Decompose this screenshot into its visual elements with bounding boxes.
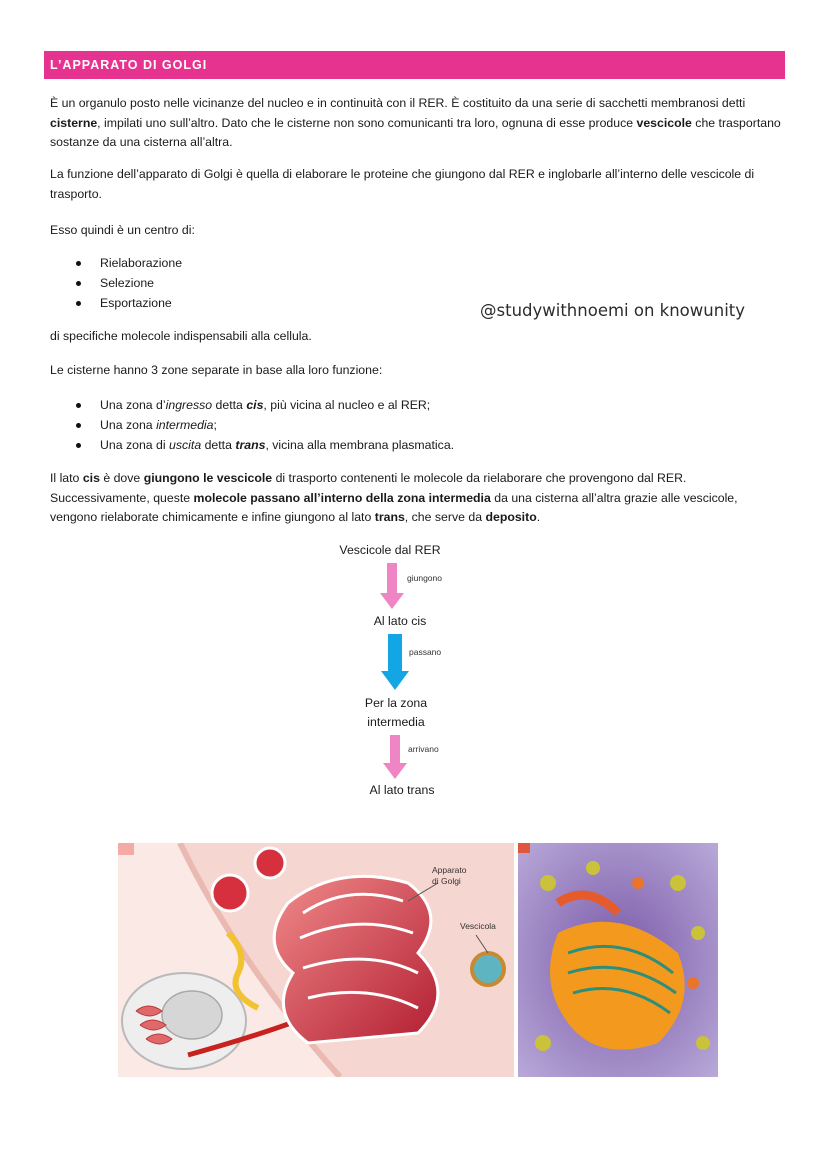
list-item: Una zona d’ingresso detta cis, più vicina al nucleo e al RER;: [50, 395, 454, 415]
golgi-stack: [274, 876, 438, 1043]
corner-tag: [118, 843, 134, 855]
golgi-illustration-svg: [118, 843, 718, 1077]
zones-intro: Le cisterne hanno 3 zone separate in base alla loro funzione:: [50, 363, 383, 377]
label-apparato-line1: Apparato: [432, 865, 467, 875]
list-item: Selezione: [50, 273, 182, 293]
flow-step-intermedia: Per la zona intermedia: [364, 696, 428, 729]
functions-list: [50, 253, 182, 313]
after-list-text: di specifiche molecole indispensabili alla cellula.: [50, 329, 312, 343]
label-vescicola: Vescicola: [460, 921, 496, 931]
arrow-down-pink-2: [383, 735, 407, 779]
summary-paragraph: Il lato cis è dove giungono le vescicole di trasporto contenenti le molecole da rielaborare che provengono dal RER. Successivamente, queste molecole passano all’interno della zona intermedia da una cisterna all’altra grazie alle vescicole, vengono rielaborate chimicamente e infine giungono al lato trans, che serve da deposito.: [50, 471, 738, 524]
micrograph: [518, 843, 718, 1077]
section-header: L’APPARATO DI GOLGI: [44, 51, 785, 79]
arrow-down-blue: [381, 634, 409, 690]
label-apparato-line2: di Golgi: [432, 876, 461, 886]
golgi-illustration: [118, 843, 718, 1077]
vesicle: [212, 875, 248, 911]
flow-step-vescicole: Vescicole dal RER: [339, 543, 441, 557]
flow-step-cis: Al lato cis: [373, 614, 427, 628]
vescicola-drawing: [472, 953, 504, 985]
intro-paragraph-2: La funzione dell’apparato di Golgi è quella di elaborare le proteine che giungono dal RER e inglobarle all’interno delle vescicole di trasporto.: [50, 167, 755, 201]
list-item: Una zona di uscita detta trans, vicina alla membrana plasmatica.: [50, 435, 454, 455]
arrow-down-pink-1: [380, 563, 404, 609]
flow-step-trans: Al lato trans: [369, 783, 435, 797]
flow-verb-passano: passano: [409, 647, 442, 657]
flow-verb-giungono: giungono: [407, 573, 442, 583]
intro-paragraph-3: Esso quindi è un centro di:: [50, 223, 195, 237]
zones-list: [50, 395, 454, 455]
vesicle: [255, 848, 285, 878]
list-item: Esportazione: [50, 293, 182, 313]
list-item: Una zona intermedia;: [50, 415, 454, 435]
list-item: Rielaborazione: [50, 253, 182, 273]
watermark: @studywithnoemi on knowunity: [480, 301, 746, 320]
intro-paragraph-1: È un organulo posto nelle vicinanze del nucleo e in continuità con il RER. È costituito da una serie di sacchetti membranosi detti cisterne, impilati uno sull’altro. Dato che le cisterne non sono comunicanti tra loro, ognuna di esse produce vescicole che trasportano sostanze da una cisterna all’altra.: [50, 96, 781, 149]
cell-drawing: [122, 973, 246, 1069]
flow-verb-arrivano: arrivano: [408, 744, 439, 754]
